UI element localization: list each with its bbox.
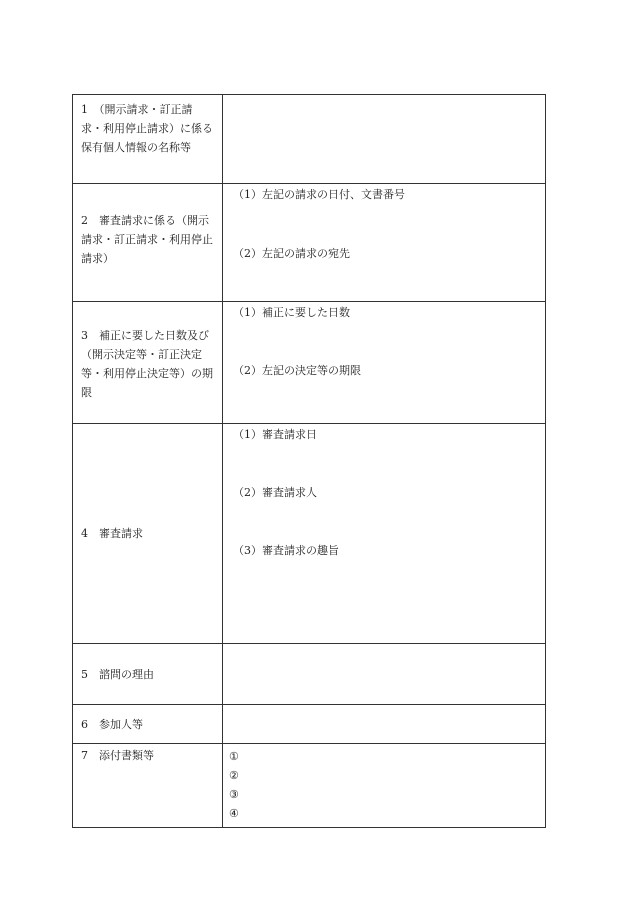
row-label-cell xyxy=(73,644,223,705)
table-row xyxy=(73,95,546,184)
attachment-item-4: ④ xyxy=(229,807,239,820)
row-content-cell xyxy=(223,744,546,828)
row-2-label: 2 審査請求に係る（開示請求・訂正請求・利用停止請求） xyxy=(81,214,213,265)
row-1-label: 1 （開示請求・訂正請求・利用停止請求）に係る保有個人情報の名称等 xyxy=(81,103,213,154)
row-7-label: 7 添付書類等 xyxy=(81,749,154,762)
row-content-cell xyxy=(223,302,546,424)
row-4-item-3: （3）審査請求の趣旨 xyxy=(233,544,339,557)
row-6-label: 6 参加人等 xyxy=(81,717,143,731)
row-content-cell xyxy=(223,95,546,184)
row-content-cell xyxy=(223,424,546,644)
attachment-item-2: ② xyxy=(229,769,239,782)
table-row xyxy=(73,184,546,302)
row-content-cell xyxy=(223,644,546,705)
attachment-item-3: ③ xyxy=(229,788,239,801)
row-4-label: 4 審査請求 xyxy=(81,527,143,540)
table-row xyxy=(73,644,546,705)
table-row xyxy=(73,744,546,828)
row-4-item-2: （2）審査請求人 xyxy=(233,486,317,499)
attachment-item-1: ① xyxy=(229,750,239,763)
row-2-item-1: （1）左記の請求の日付、文書番号 xyxy=(233,188,405,201)
row-label-cell xyxy=(73,744,223,828)
attachment-list xyxy=(223,744,545,823)
row-content-cell xyxy=(223,705,546,744)
row-label-cell xyxy=(73,302,223,424)
table-row xyxy=(73,424,546,644)
table-row xyxy=(73,705,546,744)
row-label-cell xyxy=(73,184,223,302)
row-content-cell xyxy=(223,184,546,302)
row-3-item-2: （2）左記の決定等の期限 xyxy=(233,364,361,377)
row-label-cell xyxy=(73,705,223,744)
row-4-item-1: （1）審査請求日 xyxy=(233,428,317,441)
row-label-cell xyxy=(73,95,223,184)
consultation-form-table xyxy=(72,94,546,828)
row-3-item-1: （1）補正に要した日数 xyxy=(233,306,350,319)
row-5-label: 5 諮問の理由 xyxy=(81,667,154,681)
row-2-item-2: （2）左記の請求の宛先 xyxy=(233,247,350,260)
row-label-cell xyxy=(73,424,223,644)
table-row xyxy=(73,302,546,424)
row-3-label: 3 補正に要した日数及び（開示決定等・訂正決定等・利用停止決定等）の期限 xyxy=(81,329,213,399)
